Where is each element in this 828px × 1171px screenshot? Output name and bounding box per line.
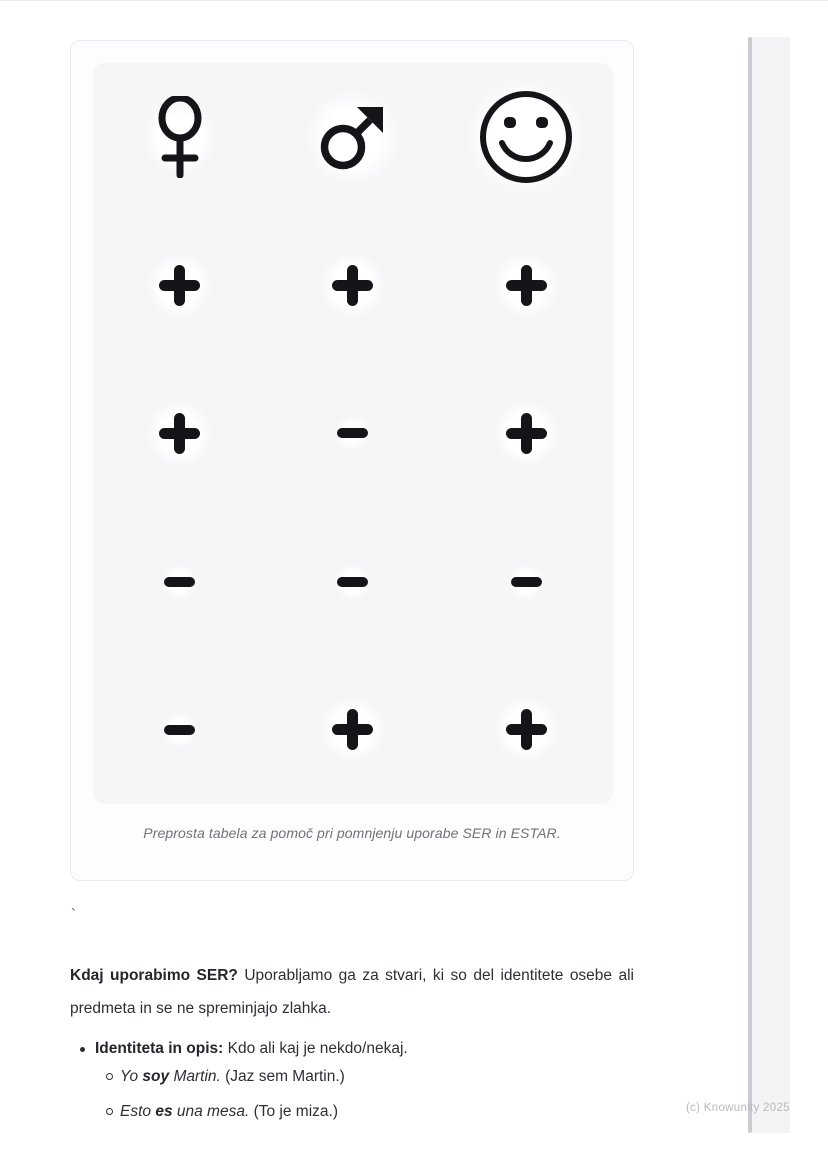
- paragraph-ser-usage: [70, 959, 634, 1025]
- male-icon: [304, 88, 402, 186]
- ser-usage-list: [70, 1037, 634, 1124]
- copyright-watermark: (c) Knowunity 2025: [686, 1102, 790, 1114]
- example-translation: (Jaz sem Martin.): [220, 1068, 345, 1085]
- table-cell: [440, 359, 613, 507]
- ser-estar-table: [93, 63, 613, 804]
- table-cell: [93, 211, 266, 359]
- example-translation: (To je miza.): [249, 1103, 338, 1120]
- list-item-identity: [70, 1037, 634, 1061]
- table-cell: [440, 211, 613, 359]
- plus-icon: [146, 252, 213, 319]
- table-cell: [266, 211, 439, 359]
- table-cell: [266, 359, 439, 507]
- scrollbar-thumb[interactable]: [748, 37, 752, 1133]
- table-cell: [440, 63, 613, 211]
- paragraph-lead-bold: Kdaj uporabimo SER?: [70, 967, 238, 984]
- figure-caption: Preprosta tabela za pomoč pri pomnjenju uporabe SER in ESTAR.: [143, 825, 561, 841]
- female-icon: [142, 83, 218, 191]
- minus-icon: [498, 564, 555, 600]
- table-cell: [266, 508, 439, 656]
- table-cell: [93, 656, 266, 804]
- table-cell: [93, 63, 266, 211]
- plus-icon: [493, 400, 560, 467]
- paragraph-text: Uporabljamo ga za stvari, ki so del identitete osebe ali predmeta in se ne spreminjajo zlahka.: [70, 967, 634, 1017]
- bullet-dot-icon: [80, 1047, 85, 1052]
- minus-icon: [151, 712, 208, 748]
- scrollbar-track[interactable]: [752, 37, 790, 1133]
- example-es-post: una mesa.: [172, 1103, 250, 1120]
- plus-icon: [493, 696, 560, 763]
- minus-icon: [324, 415, 381, 451]
- table-cell: [93, 359, 266, 507]
- smiley-icon: [465, 76, 587, 198]
- table-cell: [93, 508, 266, 656]
- circle-bullet-icon: [106, 1108, 113, 1115]
- list-item-bold: Identiteta in opis:: [95, 1040, 224, 1057]
- table-cell: [266, 656, 439, 804]
- example-item-2: [70, 1100, 634, 1124]
- plus-icon: [319, 252, 386, 319]
- example-es-pre: Esto: [120, 1103, 156, 1120]
- example-es-verb: es: [155, 1103, 173, 1120]
- ser-estar-figure-card: [70, 40, 634, 881]
- example-text: [120, 1100, 338, 1124]
- list-item-text: [95, 1037, 408, 1061]
- minus-icon: [151, 564, 208, 600]
- list-item-rest: Kdo ali kaj je nekdo/nekaj.: [223, 1040, 408, 1057]
- example-es-verb: soy: [142, 1068, 170, 1085]
- example-text: [120, 1065, 345, 1089]
- example-es-pre: Yo: [120, 1068, 143, 1085]
- plus-icon: [319, 696, 386, 763]
- minus-icon: [324, 564, 381, 600]
- circle-bullet-icon: [106, 1073, 113, 1080]
- plus-icon: [493, 252, 560, 319]
- table-cell: [440, 656, 613, 804]
- plus-icon: [146, 400, 213, 467]
- top-divider: [0, 0, 828, 1]
- example-item-1: [70, 1065, 634, 1089]
- example-es-post: Martin.: [169, 1068, 221, 1085]
- stray-backtick: `: [71, 906, 76, 923]
- table-cell: [266, 63, 439, 211]
- example-sublist: [70, 1065, 634, 1124]
- table-cell: [440, 508, 613, 656]
